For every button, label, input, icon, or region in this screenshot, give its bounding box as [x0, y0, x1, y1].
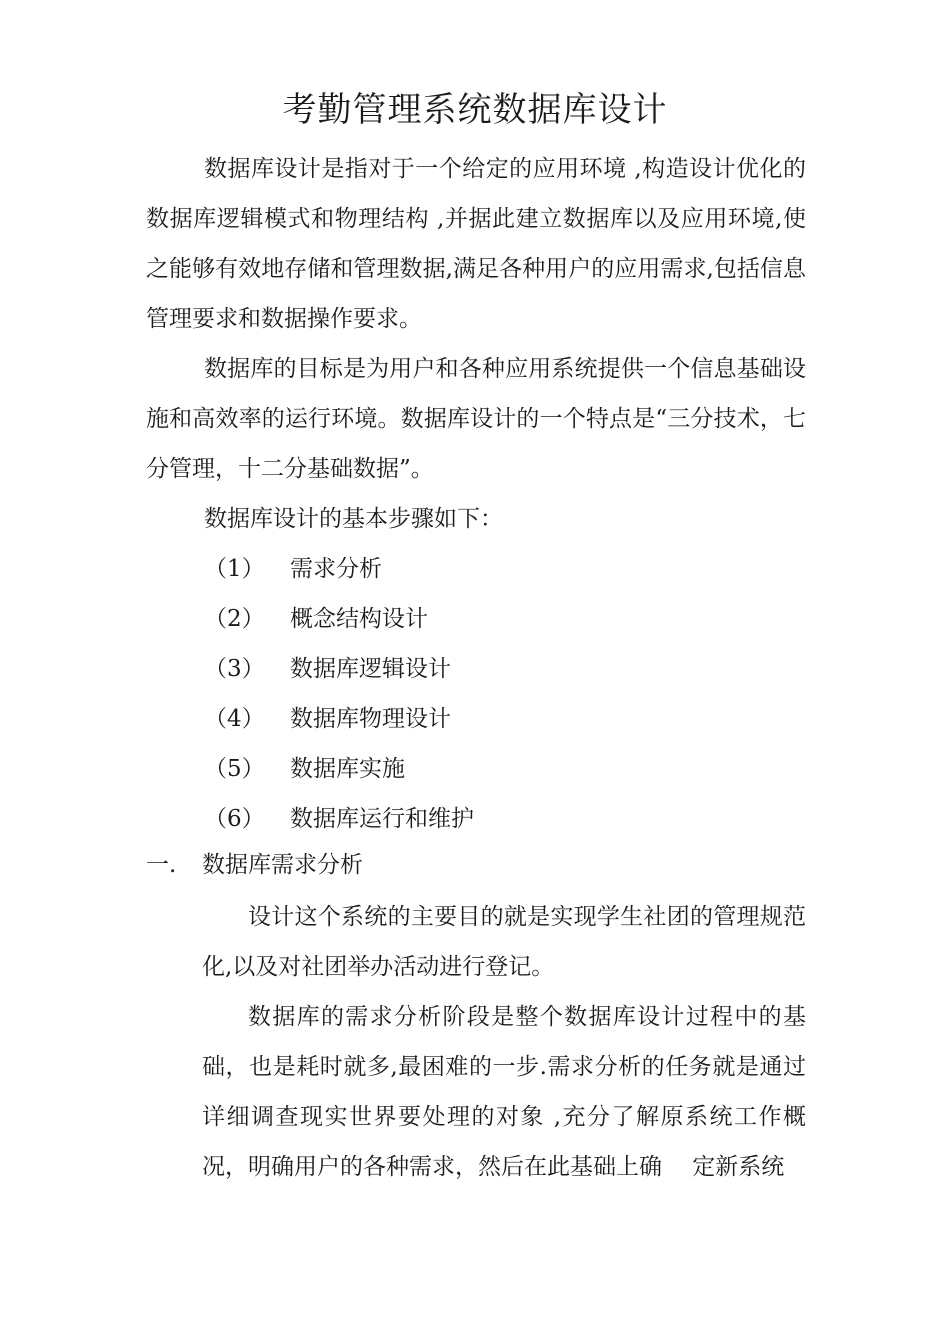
step-number: （3） [204, 656, 265, 682]
section-title: 数据库需求分析 [202, 852, 363, 878]
step-label: 数据库实施 [290, 756, 405, 782]
step-label: 数据库逻辑设计 [290, 656, 451, 682]
paragraph-definition: 数据库设计是指对于一个给定的应用环境 ,构造设计优化的数据库逻辑模式和物理结构 ,并据此建立数据库以及应用环境,使之能够有效地存储和管理数据,满足各种用户的应用需求,包括信息管理要求和数据操作要求。 [146, 156, 806, 332]
step-number: （5） [204, 756, 265, 782]
step-number: （4） [204, 706, 265, 732]
paragraph-goal: 数据库的目标是为用户和各种应用系统提供一个信息基础设施和高效率的运行环境。数据库设计的一个特点是“三分技术，七分管理，十二分基础数据”。 [146, 356, 806, 482]
document-title: 考勤管理系统数据库设计 [282, 90, 668, 130]
list-item [204, 644, 474, 694]
paragraph-purpose: 设计这个系统的主要目的就是实现学生社团的管理规范化,以及对社团举办活动进行登记。 [202, 904, 806, 980]
step-label: 数据库运行和维护 [290, 806, 474, 832]
step-label: 数据库物理设计 [290, 706, 451, 732]
paragraph-requirements: 数据库的需求分析阶段是整个数据库设计过程中的基础，也是耗时就多,最困难的一步.需求分析的任务就是通过详细调查现实世界要处理的对象 ,充分了解原系统工作概况，明确用户的各种需求，然后在此基础上确 定新系统 [202, 1004, 806, 1180]
step-number: （6） [204, 806, 265, 832]
step-number: （2） [204, 606, 265, 632]
section-heading [146, 840, 363, 890]
step-label: 需求分析 [290, 556, 382, 582]
list-item [204, 744, 474, 794]
list-item [204, 694, 474, 744]
section-number: 一. [146, 852, 177, 878]
list-item [204, 544, 474, 594]
step-number: （1） [204, 556, 265, 582]
list-item [204, 594, 474, 644]
list-item [204, 794, 474, 844]
steps-list [204, 544, 474, 844]
steps-intro: 数据库设计的基本步骤如下： [204, 506, 503, 532]
step-label: 概念结构设计 [290, 606, 428, 632]
